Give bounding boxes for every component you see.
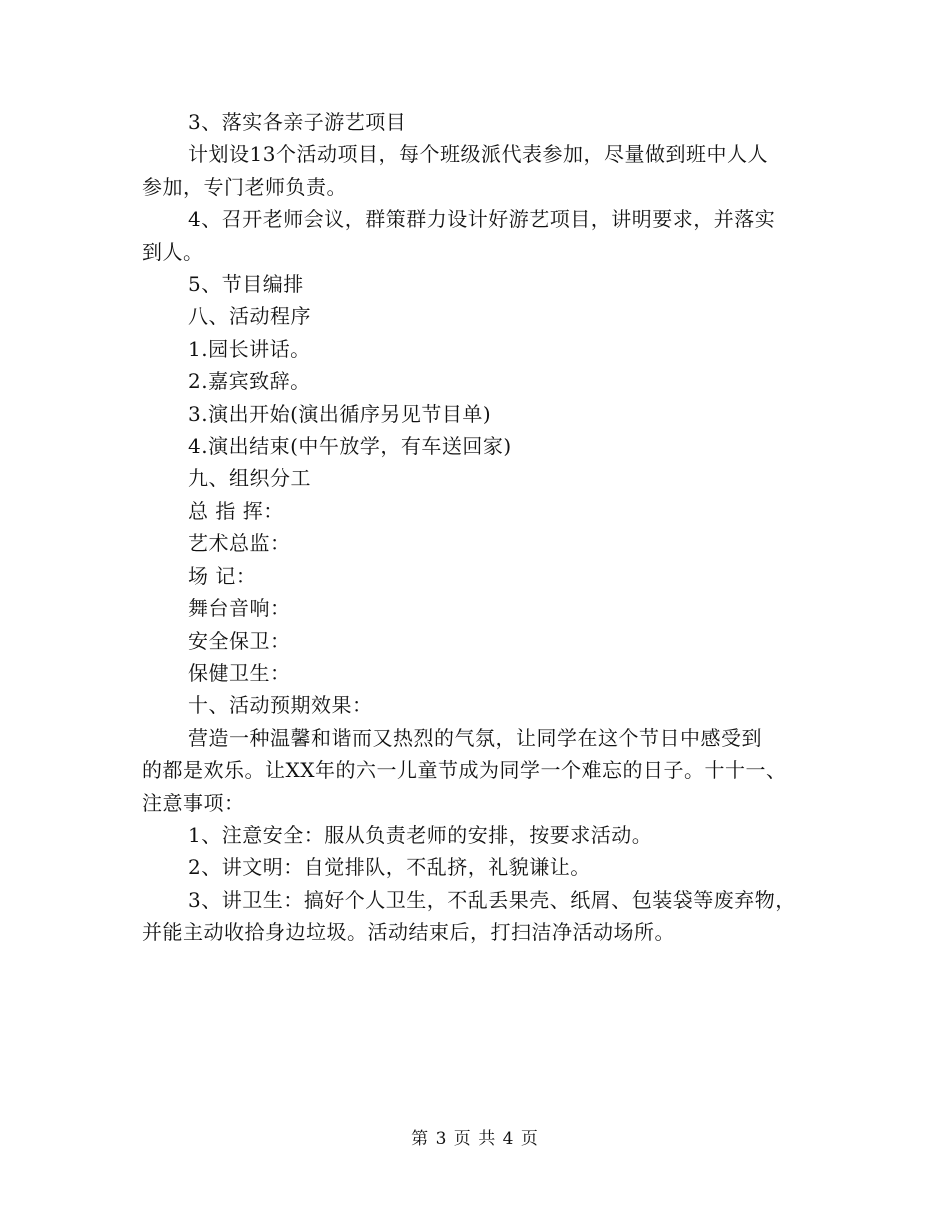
paragraph-line: 营造一种温馨和谐而又热烈的气氛，让同学在这个节日中感受到 <box>188 725 762 750</box>
role-line: 舞台音响： <box>188 596 291 621</box>
paragraph-line: 到人。 <box>142 239 204 264</box>
list-item: 1.园长讲话。 <box>188 336 311 361</box>
section-heading: 八、活动程序 <box>188 304 311 329</box>
list-item: 2、讲文明：自觉排队，不乱挤，礼貌谦让。 <box>188 855 591 880</box>
role-line: 安全保卫： <box>188 628 291 653</box>
page-number-footer: 第 3 页 共 4 页 <box>411 1129 539 1149</box>
paragraph-line: 4、召开老师会议，群策群力设计好游艺项目，讲明要求，并落实 <box>188 207 776 232</box>
paragraph-line: 参加，专门老师负责。 <box>142 174 347 199</box>
section-heading: 3、落实各亲子游艺项目 <box>188 110 407 134</box>
section-heading: 注意事项： <box>142 790 245 815</box>
role-line: 总 指 挥： <box>188 498 284 523</box>
paragraph-line: 计划设13个活动项目，每个班级派代表参加，尽量做到班中人人 <box>188 142 768 167</box>
list-item: 4.演出结束(中午放学，有车送回家) <box>188 434 512 459</box>
role-line: 艺术总监： <box>188 531 291 556</box>
section-heading: 九、组织分工 <box>188 466 311 491</box>
section-heading: 5、节目编排 <box>188 272 304 297</box>
document-body <box>142 106 814 949</box>
paragraph-line: 并能主动收拾身边垃圾。活动结束后，打扫洁净活动场所。 <box>142 920 675 945</box>
list-item: 1、注意安全：服从负责老师的安排，按要求活动。 <box>188 822 653 847</box>
section-heading: 十、活动预期效果： <box>188 693 373 718</box>
list-item: 3.演出开始(演出循序另见节目单) <box>188 401 492 426</box>
list-item: 3、讲卫生：搞好个人卫生，不乱丢果壳、纸屑、包装袋等废弃物， <box>188 887 796 912</box>
list-item: 2.嘉宾致辞。 <box>188 369 311 394</box>
role-line: 场 记： <box>188 563 257 588</box>
role-line: 保健卫生： <box>188 660 291 685</box>
paragraph-line: 的都是欢乐。让XX年的六一儿童节成为同学一个难忘的日子。十十一、 <box>142 758 787 783</box>
